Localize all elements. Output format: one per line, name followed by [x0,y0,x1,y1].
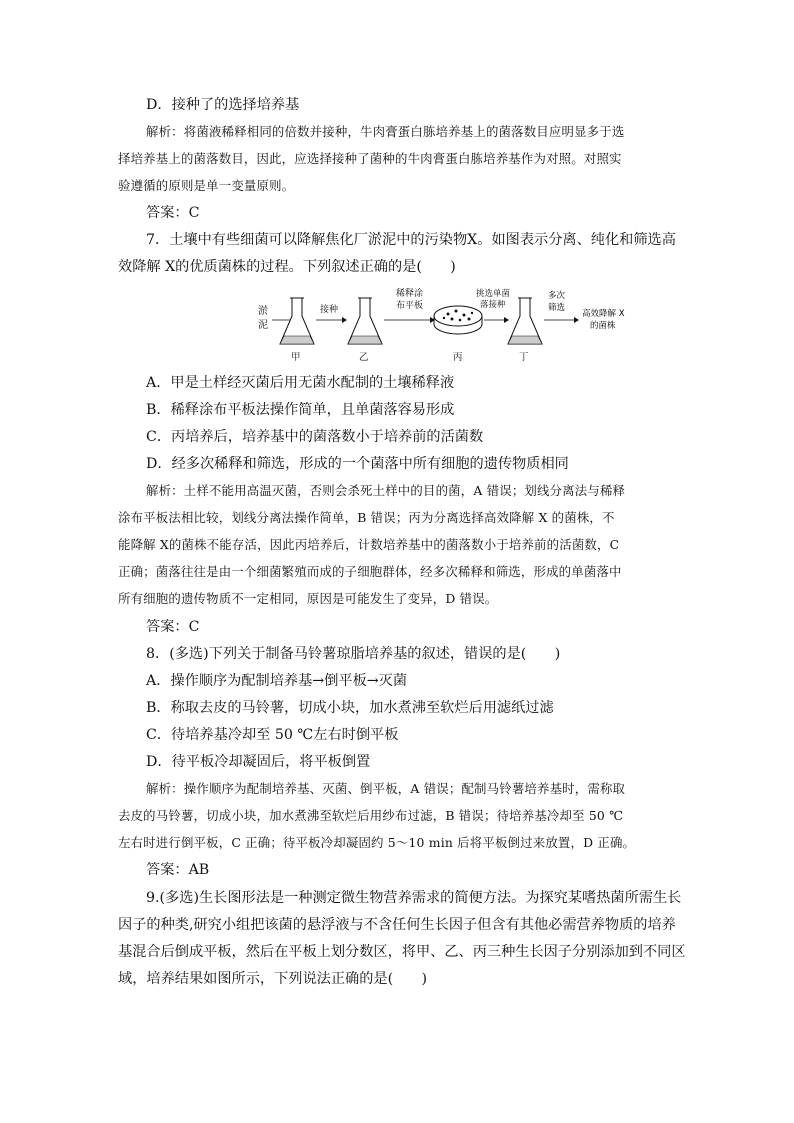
analysis-line: 解析：操作顺序为配制培养基、灭菌、倒平板，A 错误；配制马铃薯培养基时，需称取 [146,781,626,796]
option-7d: D．经多次稀释和筛选，形成的一个菌落中所有细胞的遗传物质相同 [146,456,569,472]
label-yi: 乙 [359,352,369,363]
analysis-line: 正确；菌落往往是由一个细菌繁殖而成的子细胞群体，经多次稀释和筛选，形成的单菌落中 [118,564,622,579]
analysis-line: 左右时进行倒平板，C 正确；待平板冷却凝固约 5～10 min 后将平板倒过来放置，D 正确。 [118,835,636,850]
question-9-stem: 9.(多选)生长图形法是一种测定微生物营养需求的简便方法。为探究某嗜热菌所需生长 [146,890,682,906]
option-8c: C．待培养基冷却至 50 ℃左右时倒平板 [146,727,399,743]
flask-ding-icon [508,298,542,344]
result-label: 高效降解 X [582,309,625,319]
label-jia: 甲 [291,352,301,363]
label-bing: 丙 [453,352,463,363]
answer-line: 答案：AB [146,862,210,878]
analysis-line: 验遵循的原则是单一变量原则。 [118,178,295,193]
option-7c: C．丙培养后，培养基中的菌落数小于培养前的活菌数 [146,429,484,445]
question-9-stem: 因子的种类,研究小组把该菌的悬浮液与不含任何生长因子但含有其他必需营养物质的培养 [118,917,676,933]
option-7b: B．稀释涂布平板法操作简单，且单菌落容易形成 [146,402,455,418]
question-8-stem: 8．(多选)下列关于制备马铃薯琼脂培养基的叙述，错误的是( ) [146,646,561,662]
option-8b: B．称取去皮的马铃薯，切成小块，加水煮沸至软烂后用滤纸过滤 [146,700,554,716]
label-ding: 丁 [519,352,529,363]
question-9-stem: 域，培养结果如图所示，下列说法正确的是( ) [118,971,428,987]
source-label: 淤 [258,306,268,317]
step-label: 落接种 [480,300,506,310]
step-label: 接种 [320,305,339,315]
analysis-line: 所有细胞的遗传物质不一定相同，原因是可能发生了变异，D 错误。 [118,591,498,606]
result-label: 的菌株 [590,321,616,331]
step-label: 稀释涂 [396,289,424,299]
option-7d-prev: D．接种了的选择培养基 [146,97,300,113]
process-diagram-tail [540,286,660,366]
option-8d: D．待平板冷却凝固后，将平板倒置 [146,754,371,770]
analysis-line: 解析：土样不能用高温灭菌，否则会杀死土样中的目的菌，A 错误；划线分离法与稀释 [146,483,626,498]
step-label: 多次 [548,291,566,301]
question-9-stem: 基混合后倒成平板，然后在平板上划分数区，将甲、乙、丙三种生长因子分别添加到不同区 [118,944,686,960]
flask-jia-icon [280,298,314,344]
analysis-line: 去皮的马铃薯，切成小块，加水煮沸至软烂后用纱布过滤，B 错误；待培养基冷却至 50 ℃ [118,808,624,823]
question-7-stem: 效降解 X的优质菌株的过程。下列叙述正确的是( ) [118,259,456,275]
flask-yi-icon [348,298,382,344]
analysis-line: 择培养基上的菌落数目，因此，应选择接种了菌种的牛肉膏蛋白胨培养基作为对照。对照实 [118,151,622,166]
analysis-line: 能降解 X的菌株不能存活，因此丙培养后，计数培养基中的菌落数小于培养前的活菌数，C [118,537,620,552]
option-8a: A．操作顺序为配制培养基→倒平板→灭菌 [146,673,408,689]
question-7-stem: 7．土壤中有些细菌可以降解焦化厂淤泥中的污染物X。如图表示分离、纯化和筛选高 [146,232,676,248]
petri-dish-icon [434,306,482,334]
analysis-line: 涂布平板法相比较，划线分离法操作简单，B 错误；丙为分离选择高效降解 X 的菌株，不 [118,510,615,525]
step-label: 挑选单菌 [476,289,511,299]
answer-line: 答案：C [146,619,200,635]
step-label: 筛选 [548,303,566,313]
option-7a: A．甲是土样经灭菌后用无菌水配制的土壤稀释液 [146,375,455,391]
process-diagram [250,286,580,366]
source-label: 泥 [258,320,268,331]
step-label: 布平板 [396,301,424,311]
answer-line: 答案：C [146,205,200,221]
analysis-line: 解析：将菌液稀释相同的倍数并接种，牛肉膏蛋白胨培养基上的菌落数目应明显多于选 [146,124,625,139]
